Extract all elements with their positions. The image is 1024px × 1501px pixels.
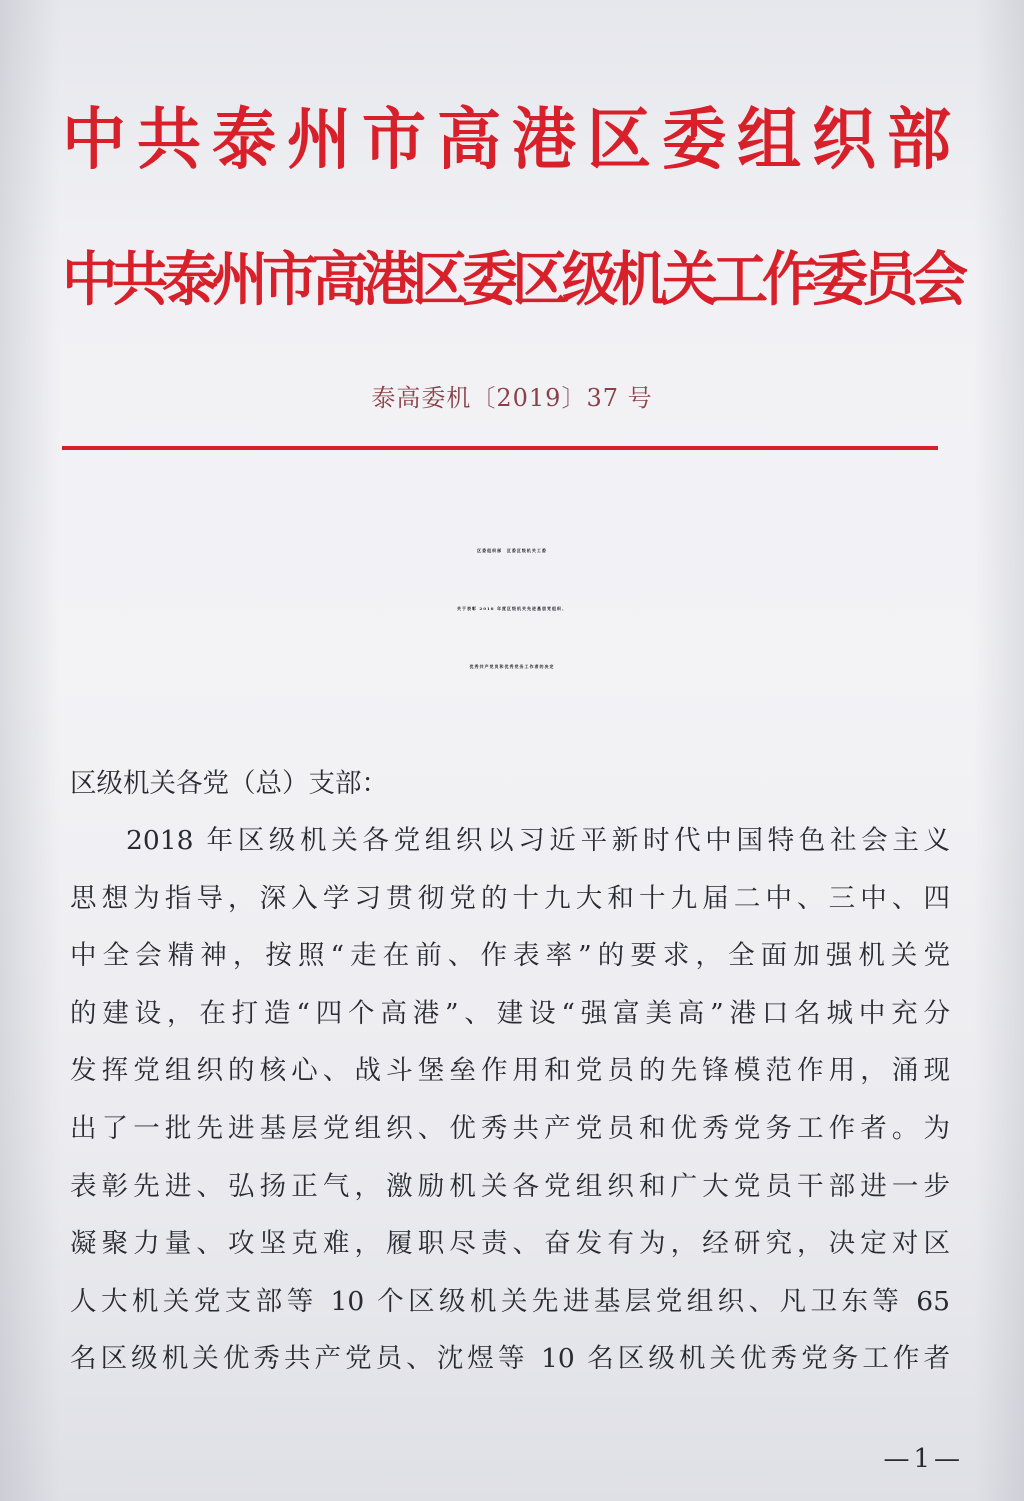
body-line: 发挥党组织的核心、战斗堡垒作用和党员的先锋模范作用，涌现 xyxy=(70,1055,950,1087)
issuer-header-line-1: 中共泰州市高港区委组织部 xyxy=(62,101,962,180)
issuer-header-line-2: 中共泰州市高港区委区级机关工作委员会 xyxy=(62,245,962,315)
body-line: 人大机关党支部等 10 个区级机关先进基层党组织、凡卫东等 65 xyxy=(70,1285,950,1317)
title-line-2: 关于表彰 2018 年度区级机关先进基层党组织、 xyxy=(457,606,567,611)
body-line: 出了一批先进基层党组织、优秀共产党员和优秀党务工作者。为 xyxy=(70,1112,950,1144)
body-line: 中全会精神，按照“走在前、作表率”的要求，全面加强机关党 xyxy=(70,940,950,972)
document-number: 泰高委机〔2019〕37 号 xyxy=(371,384,653,412)
title-line-3: 优秀共产党员和优秀党务工作者的决定 xyxy=(469,664,555,669)
document-body xyxy=(70,755,950,1388)
document-title xyxy=(0,522,1024,696)
body-line: 思想为指导，深入学习贯彻党的十九大和十九届二中、三中、四 xyxy=(70,882,950,914)
page-number: —1— xyxy=(883,1444,964,1474)
page-shadow-left xyxy=(0,0,60,1501)
body-line: 凝聚力量、攻坚克难，履职尽责、奋发有为，经研究，决定对区 xyxy=(70,1228,950,1260)
body-line: 的建设，在打造“四个高港”、建设“强富美高”港口名城中充分 xyxy=(70,997,950,1029)
body-line: 名区级机关优秀共产党员、沈煜等 10 名区级机关优秀党务工作者 xyxy=(70,1343,950,1375)
page-shadow-right xyxy=(974,0,1024,1501)
body-line: 2018 年区级机关各党组织以习近平新时代中国特色社会主义 xyxy=(126,825,950,856)
title-line-1: 区委组织部 区委区级机关工委 xyxy=(477,548,547,553)
salutation: 区级机关各党（总）支部： xyxy=(70,768,388,799)
body-line: 表彰先进、弘扬正气，激励机关各党组织和广大党员干部进一步 xyxy=(70,1170,950,1202)
red-separator-line xyxy=(62,446,938,450)
